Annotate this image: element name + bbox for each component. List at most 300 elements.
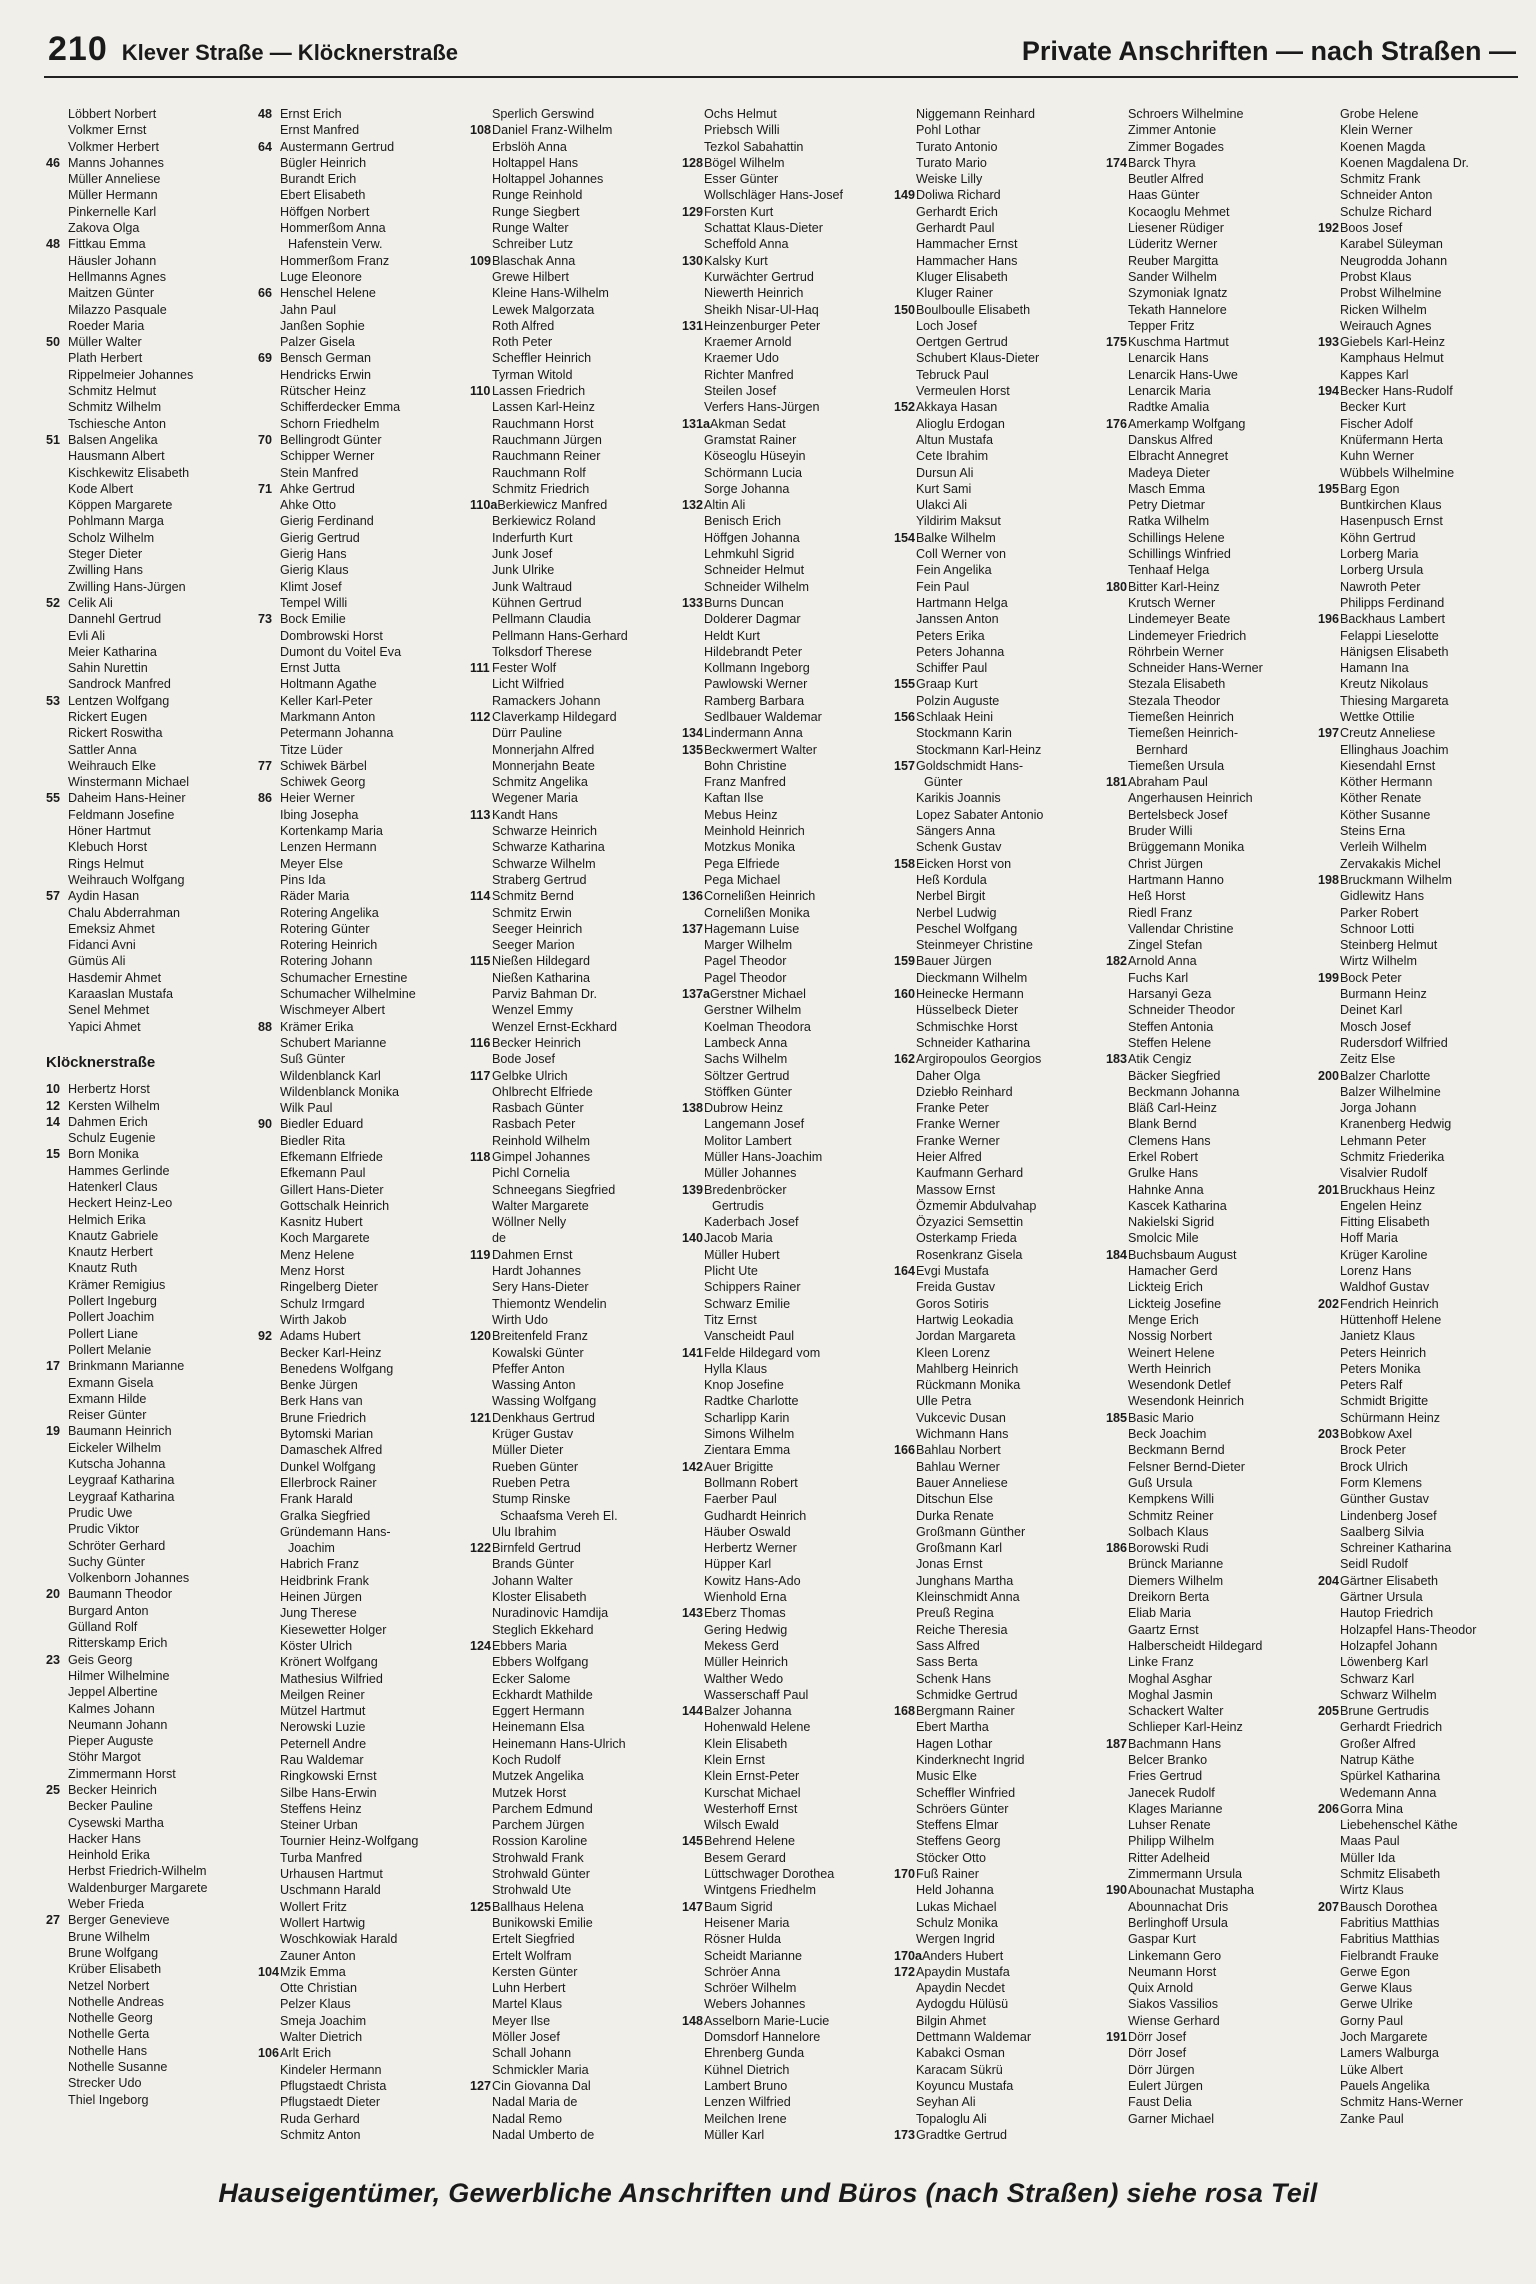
resident-entry (258, 1279, 466, 1295)
resident-name: Schmischke Horst (916, 1019, 1018, 1034)
house-number: 133 (682, 595, 704, 610)
resident-name: Leygraaf Katharina (68, 1489, 175, 1504)
resident-name: Joachim (288, 1541, 335, 1556)
resident-name: Runge Reinhold (492, 188, 583, 203)
resident-entry (682, 790, 890, 806)
resident-entry (1106, 595, 1314, 611)
resident-name: Yapici Ahmet (68, 1019, 141, 1034)
resident-entry (258, 350, 466, 366)
resident-entry (1106, 2062, 1314, 2078)
resident-name: Austermann Gertrud (280, 139, 395, 154)
resident-entry (470, 1850, 678, 1866)
resident-name: Gerhardt Paul (916, 221, 995, 236)
resident-name: Lehmkuhl Sigrid (704, 547, 795, 562)
resident-name: Holzapfel Hans-Theodor (1340, 1622, 1477, 1637)
resident-name: Kamphaus Helmut (1340, 351, 1444, 366)
resident-name: Weber Frieda (68, 1897, 145, 1912)
resident-name: Bilgin Ahmet (916, 2013, 987, 2028)
resident-name: Yildirim Maksut (916, 514, 1001, 529)
resident-name: Wollert Hartwig (280, 1915, 366, 1930)
resident-entry (894, 1768, 1102, 1784)
resident-name: Thiemontz Wendelin (492, 1296, 607, 1311)
resident-name: Cete Ibrahim (916, 449, 989, 464)
resident-name: Pawlowski Werner (704, 677, 808, 692)
resident-entry (258, 106, 466, 122)
resident-name: Mahlberg Heinrich (916, 1361, 1019, 1376)
resident-entry (1106, 1719, 1314, 1735)
resident-entry (46, 1782, 254, 1798)
resident-entry (1318, 139, 1526, 155)
resident-entry (258, 986, 466, 1002)
house-number: 207 (1318, 1899, 1340, 1914)
resident-name: Keller Karl-Peter (280, 693, 373, 708)
resident-name: Belcer Branko (1128, 1752, 1208, 1767)
resident-entry (682, 1410, 890, 1426)
resident-entry (1106, 725, 1314, 741)
resident-name: Inderfurth Kurt (492, 530, 573, 545)
resident-entry (1106, 1768, 1314, 1784)
resident-name: Bock Peter (1340, 970, 1402, 985)
resident-entry (1318, 579, 1526, 595)
resident-name: Vukcevic Dusan (916, 1410, 1006, 1425)
resident-name: Arlt Erich (280, 2046, 332, 2061)
footer-note: Hauseigentümer, Gewerbliche Anschriften und Büros (nach Straßen) siehe rosa Teil (218, 2178, 1318, 2208)
resident-entry (894, 970, 1102, 986)
resident-name: Massow Ernst (916, 1182, 996, 1197)
resident-entry (258, 1296, 466, 1312)
resident-entry (258, 1377, 466, 1393)
resident-entry (682, 1638, 890, 1654)
resident-entry (894, 1801, 1102, 1817)
resident-name: Ellerbrock Rainer (280, 1475, 377, 1490)
resident-name: Tiemeßen Ursula (1128, 758, 1225, 773)
house-number: 172 (894, 1964, 916, 1979)
resident-entry (258, 562, 466, 578)
house-number: 46 (46, 155, 61, 170)
resident-name: Meinhold Heinrich (704, 824, 805, 839)
resident-name: Haas Günter (1128, 188, 1200, 203)
resident-entry (1318, 1002, 1526, 1018)
resident-entry (258, 953, 466, 969)
directory-columns (46, 106, 1526, 2146)
resident-entry (1318, 1850, 1526, 1866)
resident-name: Weirauch Agnes (1340, 318, 1432, 333)
resident-entry (894, 1214, 1102, 1230)
resident-entry (46, 1961, 254, 1977)
resident-name: Ringkowski Ernst (280, 1769, 377, 1784)
resident-name: Gralka Siegfried (280, 1508, 371, 1523)
resident-name: Becker Karl-Heinz (280, 1345, 382, 1360)
resident-entry (258, 1589, 466, 1605)
resident-name: Eliab Maria (1128, 1606, 1191, 1621)
resident-name: Born Monika (68, 1147, 139, 1162)
resident-name: Wirtz Klaus (1340, 1883, 1404, 1898)
resident-entry (470, 856, 678, 872)
resident-name: Scheidt Marianne (704, 1948, 803, 1963)
resident-name: Bruder Willi (1128, 824, 1193, 839)
resident-name: Joch Margarete (1340, 2030, 1428, 2045)
resident-name: Lindemeyer Beate (1128, 612, 1231, 627)
resident-entry (1106, 350, 1314, 366)
house-number: 144 (682, 1704, 704, 1719)
resident-name: Wesendonk Heinrich (1128, 1394, 1244, 1409)
resident-entry (46, 1326, 254, 1342)
resident-name: Oertgen Gertrud (916, 335, 1008, 350)
resident-entry (682, 1915, 890, 1931)
resident-entry (46, 106, 254, 122)
resident-name: Goldschmidt Hans- (916, 758, 1024, 773)
resident-entry (258, 742, 466, 758)
resident-name: Ebert Elisabeth (280, 188, 366, 203)
resident-name: Karaaslan Mustafa (68, 987, 174, 1002)
resident-entry (1106, 1671, 1314, 1687)
resident-name: Sander Wilhelm (1128, 269, 1217, 284)
house-number: 19 (46, 1424, 61, 1439)
house-number: 113 (470, 807, 491, 822)
resident-entry (46, 253, 254, 269)
resident-entry (470, 1133, 678, 1149)
resident-name: Lenarcik Maria (1128, 384, 1211, 399)
resident-entry (258, 1019, 466, 1035)
resident-entry (46, 1407, 254, 1423)
resident-name: Basic Mario (1128, 1410, 1194, 1425)
resident-name: Sorge Johanna (704, 481, 790, 496)
resident-name: Moghal Jasmin (1128, 1687, 1213, 1702)
house-number: 186 (1106, 1541, 1128, 1556)
resident-entry (682, 921, 890, 937)
resident-name: Zimmermann Ursula (1128, 1867, 1243, 1882)
resident-entry (1318, 2045, 1526, 2061)
resident-name: Lassen Friedrich (492, 384, 586, 399)
resident-name: Bachmann Hans (1128, 1736, 1222, 1751)
resident-entry (1106, 1622, 1314, 1638)
resident-entry (894, 1263, 1102, 1279)
resident-entry (682, 2013, 890, 2029)
resident-name: Rasbach Günter (492, 1101, 584, 1116)
resident-entry (1318, 1133, 1526, 1149)
resident-name: Titz Ernst (704, 1312, 757, 1327)
resident-entry (46, 204, 254, 220)
resident-entry (258, 1817, 466, 1833)
resident-entry (682, 1198, 890, 1214)
resident-entry (46, 807, 254, 823)
resident-name: Dubrow Heinz (704, 1101, 784, 1116)
resident-name: Wollert Fritz (280, 1899, 347, 1914)
resident-name: Beck Joachim (1128, 1427, 1207, 1442)
resident-entry (470, 1899, 678, 1915)
resident-name: Lambert Bruno (704, 2078, 788, 2093)
resident-name: Pflugstaedt Dieter (280, 2095, 381, 2110)
resident-name: Niewerth Heinrich (704, 286, 804, 301)
house-number: 122 (470, 1541, 492, 1556)
resident-entry (682, 1035, 890, 1051)
resident-entry (894, 383, 1102, 399)
resident-entry (258, 693, 466, 709)
resident-entry (46, 481, 254, 497)
resident-name: Kowitz Hans-Ado (704, 1573, 801, 1588)
resident-entry (470, 416, 678, 432)
resident-entry (470, 644, 678, 660)
resident-name: Richter Manfred (704, 367, 794, 382)
resident-entry (46, 709, 254, 725)
resident-name: Schmitz Angelika (492, 775, 588, 790)
resident-entry (470, 774, 678, 790)
resident-entry (894, 1948, 1102, 1964)
resident-name: Biedler Rita (280, 1133, 346, 1148)
resident-name: Marger Wilhelm (704, 938, 793, 953)
resident-entry (258, 1133, 466, 1149)
resident-name: Felde Hildegard vom (704, 1345, 821, 1360)
resident-name: Denkhaus Gertrud (492, 1410, 595, 1425)
resident-entry (682, 1785, 890, 1801)
resident-name: Dunkel Wolfgang (280, 1459, 376, 1474)
resident-entry (258, 807, 466, 823)
resident-name: Ebert Martha (916, 1720, 989, 1735)
resident-entry (894, 1931, 1102, 1947)
resident-entry (1318, 1035, 1526, 1051)
resident-entry (682, 1084, 890, 1100)
resident-name: Zauner Anton (280, 1948, 356, 1963)
house-number: 141 (682, 1345, 704, 1360)
resident-name: Beckmann Bernd (1128, 1443, 1225, 1458)
resident-name: Lickteig Josefine (1128, 1296, 1222, 1311)
resident-entry (258, 1980, 466, 1996)
resident-entry (1318, 807, 1526, 823)
resident-name: Franke Werner (916, 1117, 1000, 1132)
resident-entry (1318, 1475, 1526, 1491)
resident-entry (1106, 1605, 1314, 1621)
resident-entry (470, 1230, 678, 1246)
resident-entry (1318, 1573, 1526, 1589)
resident-entry (470, 1116, 678, 1132)
resident-name: Hänigsen Elisabeth (1340, 644, 1449, 659)
house-number: 168 (894, 1704, 916, 1719)
resident-name: Janecek Rudolf (1128, 1785, 1215, 1800)
resident-name: Lindermann Anna (704, 726, 803, 741)
resident-name: Wintgens Friedhelm (704, 1883, 816, 1898)
resident-name: Backhaus Lambert (1340, 612, 1446, 627)
resident-name: Heinemann Hans-Ulrich (492, 1736, 626, 1751)
resident-name: Hohenwald Helene (704, 1720, 811, 1735)
resident-name: Beckmann Johanna (1128, 1084, 1240, 1099)
resident-name: Netzel Norbert (68, 1978, 150, 1993)
resident-name: Brune Wilhelm (68, 1929, 150, 1944)
resident-name: Nießen Katharina (492, 970, 591, 985)
resident-name: Becker Hans-Rudolf (1340, 384, 1453, 399)
resident-name: Lassen Karl-Heinz (492, 400, 595, 415)
house-number: 128 (682, 155, 704, 170)
resident-name: Amerkamp Wolfgang (1128, 416, 1246, 431)
resident-entry (46, 1815, 254, 1831)
resident-entry (470, 318, 678, 334)
resident-name: Seeger Marion (492, 938, 575, 953)
resident-name: Hüttenhoff Helene (1340, 1312, 1442, 1327)
resident-name: Otte Christian (280, 1981, 357, 1996)
resident-name: Weihrauch Wolfgang (68, 872, 185, 887)
resident-name: Palzer Gisela (280, 335, 355, 350)
resident-entry (682, 1719, 890, 1735)
resident-name: Krutsch Werner (1128, 595, 1216, 610)
resident-entry (1318, 1116, 1526, 1132)
resident-name: Strohwald Ute (492, 1883, 572, 1898)
resident-name: Mutzek Angelika (492, 1769, 584, 1784)
resident-name: Liebehenschel Käthe (1340, 1818, 1458, 1833)
resident-entry (682, 562, 890, 578)
resident-entry (1106, 1801, 1314, 1817)
resident-entry (1318, 1279, 1526, 1295)
resident-entry (470, 2111, 678, 2127)
resident-entry (894, 1377, 1102, 1393)
resident-entry (258, 399, 466, 415)
resident-entry (46, 1293, 254, 1309)
resident-name: Schneider Hans-Werner (1128, 661, 1263, 676)
resident-name: Boulboulle Elisabeth (916, 302, 1031, 317)
resident-name: Brock Ulrich (1340, 1459, 1408, 1474)
resident-entry (894, 611, 1102, 627)
resident-entry (894, 1198, 1102, 1214)
house-number: 190 (1106, 1883, 1128, 1898)
resident-entry (258, 1459, 466, 1475)
resident-name: Nießen Hildegard (492, 954, 591, 969)
resident-name: Müller Johannes (704, 1166, 797, 1181)
resident-entry (46, 742, 254, 758)
resident-entry (894, 465, 1102, 481)
resident-entry (1318, 1915, 1526, 1931)
resident-entry (1318, 302, 1526, 318)
resident-name: Köster Ulrich (280, 1638, 353, 1653)
resident-entry (1106, 628, 1314, 644)
resident-entry (470, 1752, 678, 1768)
directory-column (682, 106, 890, 2146)
resident-name: Hendricks Erwin (280, 367, 371, 382)
resident-name: Hatenkerl Claus (68, 1180, 158, 1194)
resident-entry (1106, 302, 1314, 318)
resident-entry (470, 595, 678, 611)
house-number: 191 (1106, 2030, 1128, 2045)
resident-entry (46, 595, 254, 611)
resident-name: Barck Thyra (1128, 155, 1196, 170)
house-number: 199 (1318, 970, 1340, 985)
resident-name: Leygraaf Katharina (68, 1473, 175, 1488)
resident-entry (1106, 1752, 1314, 1768)
resident-name: Wischmeyer Albert (280, 1003, 385, 1018)
resident-name: Sedlbauer Waldemar (704, 709, 822, 724)
resident-entry (1318, 1230, 1526, 1246)
resident-entry (682, 546, 890, 562)
resident-name: Linke Franz (1128, 1655, 1194, 1670)
resident-name: Heinecke Hermann (916, 987, 1024, 1002)
resident-name: Beutler Alfred (1128, 172, 1204, 187)
resident-entry (470, 1622, 678, 1638)
resident-name: Reuber Margitta (1128, 253, 1219, 268)
resident-entry (682, 1801, 890, 1817)
directory-column (1106, 106, 1314, 2146)
resident-name: Höffgen Johanna (704, 530, 800, 545)
resident-entry (894, 1002, 1102, 1018)
resident-entry (1318, 416, 1526, 432)
resident-name: Moghal Asghar (1128, 1671, 1213, 1686)
resident-entry (46, 953, 254, 969)
resident-entry (894, 693, 1102, 709)
resident-name: Parviz Bahman Dr. (492, 987, 597, 1002)
house-number: 27 (46, 1913, 61, 1928)
resident-name: Tolksdorf Therese (492, 644, 592, 659)
resident-name: Steffens Heinz (280, 1801, 362, 1816)
resident-name: Boos Josef (1340, 221, 1403, 236)
house-number: 175 (1106, 335, 1128, 350)
resident-entry (258, 1850, 466, 1866)
resident-entry (682, 1475, 890, 1491)
resident-name: Balke Wilhelm (916, 530, 996, 545)
resident-name: Beckwermert Walter (704, 742, 817, 757)
resident-name: Junk Josef (492, 547, 553, 562)
resident-entry (682, 1605, 890, 1621)
resident-entry (894, 1833, 1102, 1849)
resident-entry (894, 2062, 1102, 2078)
resident-entry (470, 872, 678, 888)
resident-name: Bahlau Werner (916, 1459, 1000, 1474)
resident-name: Kiesendahl Ernst (1340, 758, 1436, 773)
resident-name: Nerbel Birgit (916, 889, 986, 904)
resident-name: Brands Günter (492, 1557, 574, 1572)
resident-entry (682, 1931, 890, 1947)
house-number: 53 (46, 693, 61, 708)
resident-entry (258, 302, 466, 318)
resident-name: Titze Lüder (280, 742, 343, 757)
house-number: 182 (1106, 954, 1128, 969)
resident-entry (258, 2062, 466, 2078)
resident-entry (46, 1538, 254, 1554)
resident-name: Hylla Klaus (704, 1361, 767, 1376)
resident-name: Mützel Hartmut (280, 1704, 366, 1719)
resident-name: Asselborn Marie-Lucie (704, 2013, 830, 2028)
resident-name: Schmitz Wilhelm (68, 400, 162, 415)
resident-name: Karikis Joannis (916, 791, 1001, 806)
resident-entry (1106, 1524, 1314, 1540)
resident-name: Nadal Umberto de (492, 2127, 595, 2142)
resident-name: Hagen Lothar (916, 1736, 993, 1751)
house-number: 55 (46, 791, 61, 806)
resident-name: Sattler Anna (68, 742, 137, 757)
resident-entry (258, 448, 466, 464)
resident-name: Steiner Urban (280, 1818, 358, 1833)
resident-entry (894, 1736, 1102, 1752)
house-number: 12 (46, 1098, 61, 1113)
resident-name: Jeppel Albertine (68, 1685, 158, 1700)
resident-name: Doliwa Richard (916, 188, 1001, 203)
resident-entry (1106, 1589, 1314, 1605)
resident-name: Karacam Sükrü (916, 2062, 1003, 2077)
resident-entry (46, 497, 254, 513)
house-number: 69 (258, 351, 273, 366)
resident-entry (682, 1345, 890, 1361)
resident-entry (258, 839, 466, 855)
resident-name: Akkaya Hasan (916, 400, 998, 415)
resident-name: Schwarze Wilhelm (492, 856, 596, 871)
resident-name: Hommerßom Franz (280, 253, 390, 268)
resident-entry (1318, 742, 1526, 758)
resident-name: Schulz Irmgard (280, 1296, 365, 1311)
resident-entry (1106, 546, 1314, 562)
resident-name: Pinkernelle Karl (68, 204, 157, 219)
resident-entry (470, 758, 678, 774)
resident-entry (46, 1717, 254, 1733)
resident-entry (682, 1850, 890, 1866)
resident-name: Steinberg Helmut (1340, 938, 1438, 953)
resident-entry (470, 1345, 678, 1361)
resident-entry (894, 1182, 1102, 1198)
resident-name: Pelzer Klaus (280, 1997, 351, 2012)
